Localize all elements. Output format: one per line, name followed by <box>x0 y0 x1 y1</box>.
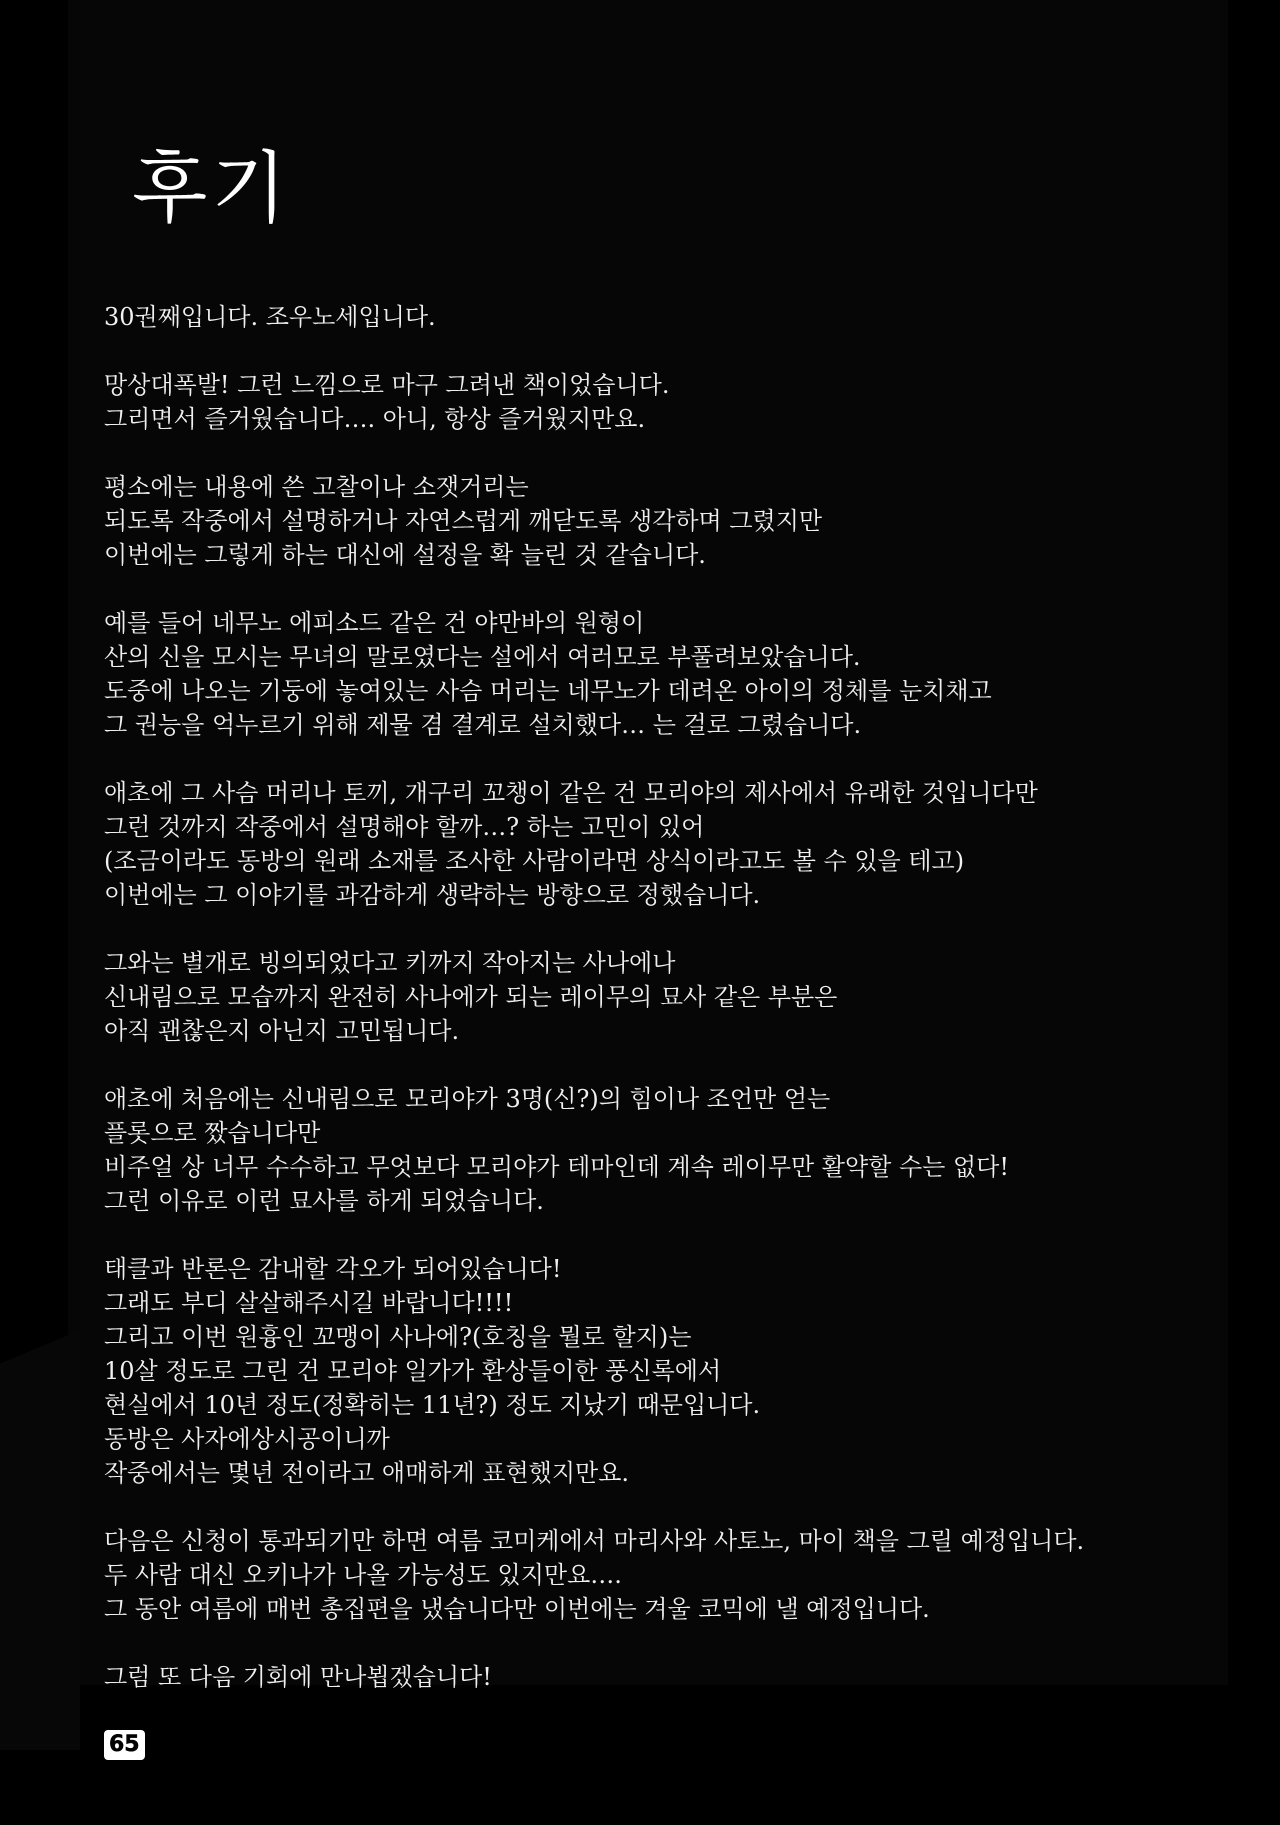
text-line: 평소에는 내용에 쓴 고찰이나 소잿거리는 <box>104 473 529 501</box>
corner-shape <box>0 1330 80 1750</box>
paragraph <box>104 1524 1214 1626</box>
text-line: 이번에는 그 이야기를 과감하게 생략하는 방향으로 정했습니다. <box>104 881 761 909</box>
text-line: 작중에서는 몇년 전이라고 애매하게 표현했지만요. <box>104 1459 630 1487</box>
text-line: 애초에 그 사슴 머리나 토끼, 개구리 꼬챙이 같은 건 모리야의 제사에서 유래한 것입니다만 <box>104 779 1038 807</box>
text-line: 다음은 신청이 통과되기만 하면 여름 코미케에서 마리사와 사토노, 마이 책을 그릴 예정입니다. <box>104 1527 1085 1555</box>
text-line: 그럼 또 다음 기회에 만나뵙겠습니다! <box>104 1663 492 1691</box>
text-line: 그와는 별개로 빙의되었다고 키까지 작아지는 사나에나 <box>104 949 676 977</box>
text-line: 산의 신을 모시는 무녀의 말로였다는 설에서 여러모로 부풀려보았습니다. <box>104 643 861 671</box>
text-line: 두 사람 대신 오키나가 나올 가능성도 있지만요…. <box>104 1561 622 1589</box>
text-line: 예를 들어 네무노 에피소드 같은 건 야만바의 원형이 <box>104 609 645 637</box>
paragraph <box>104 1082 1214 1218</box>
text-line: 동방은 사자에상시공이니까 <box>104 1425 390 1453</box>
text-line: 그런 것까지 작중에서 설명해야 할까…? 하는 고민이 있어 <box>104 813 705 841</box>
text-line: 되도록 작중에서 설명하거나 자연스럽게 깨닫도록 생각하며 그렸지만 <box>104 507 823 535</box>
text-line: 애초에 처음에는 신내림으로 모리야가 3명(신?)의 힘이나 조언만 얻는 <box>104 1085 831 1113</box>
text-line: 비주얼 상 너무 수수하고 무엇보다 모리야가 테마인데 계속 레이무만 활약할 수는 없다! <box>104 1153 1009 1181</box>
text-line: 이번에는 그렇게 하는 대신에 설정을 확 늘린 것 같습니다. <box>104 541 706 569</box>
paragraph <box>104 300 1214 334</box>
text-line: 도중에 나오는 기둥에 놓여있는 사슴 머리는 네무노가 데려온 아이의 정체를 눈치채고 <box>104 677 992 705</box>
paragraph <box>104 1660 1214 1694</box>
text-line: 아직 괜찮은지 아닌지 고민됩니다. <box>104 1017 460 1045</box>
paragraph <box>104 606 1214 742</box>
paragraph <box>104 470 1214 572</box>
text-line: 그래도 부디 살살해주시길 바랍니다!!!! <box>104 1289 514 1317</box>
paragraph <box>104 946 1214 1048</box>
text-line: (조금이라도 동방의 원래 소재를 조사한 사람이라면 상식이라고도 볼 수 있을 테고) <box>104 847 965 875</box>
page-title: 후기 <box>132 144 291 234</box>
text-line: 그 동안 여름에 매번 총집편을 냈습니다만 이번에는 겨울 코믹에 낼 예정입니다. <box>104 1595 930 1623</box>
text-line: 그리면서 즐거웠습니다…. 아니, 항상 즐거웠지만요. <box>104 405 646 433</box>
text-line: 현실에서 10년 정도(정확히는 11년?) 정도 지났기 때문입니다. <box>104 1391 761 1419</box>
text-line: 그런 이유로 이런 묘사를 하게 되었습니다. <box>104 1187 544 1215</box>
page-number: 65 <box>104 1730 145 1760</box>
text-line: 태클과 반론은 감내할 각오가 되어있습니다! <box>104 1255 562 1283</box>
text-line: 망상대폭발! 그런 느낌으로 마구 그려낸 책이었습니다. <box>104 371 670 399</box>
paragraph <box>104 368 1214 436</box>
text-line: 10살 정도로 그린 건 모리야 일가가 환상들이한 풍신록에서 <box>104 1357 722 1385</box>
paragraph <box>104 1252 1214 1490</box>
text-line: 그 권능을 억누르기 위해 제물 겸 결계로 설치했다… 는 걸로 그렸습니다. <box>104 711 862 739</box>
text-line: 그리고 이번 원흉인 꼬맹이 사나에?(호칭을 뭘로 할지)는 <box>104 1323 692 1351</box>
text-line: 신내림으로 모습까지 완전히 사나에가 되는 레이무의 묘사 같은 부분은 <box>104 983 838 1011</box>
text-line: 플롯으로 짰습니다만 <box>104 1119 321 1147</box>
paragraph <box>104 776 1214 912</box>
text-line: 30권째입니다. 조우노세입니다. <box>104 303 436 331</box>
afterword-body <box>104 300 1214 1728</box>
